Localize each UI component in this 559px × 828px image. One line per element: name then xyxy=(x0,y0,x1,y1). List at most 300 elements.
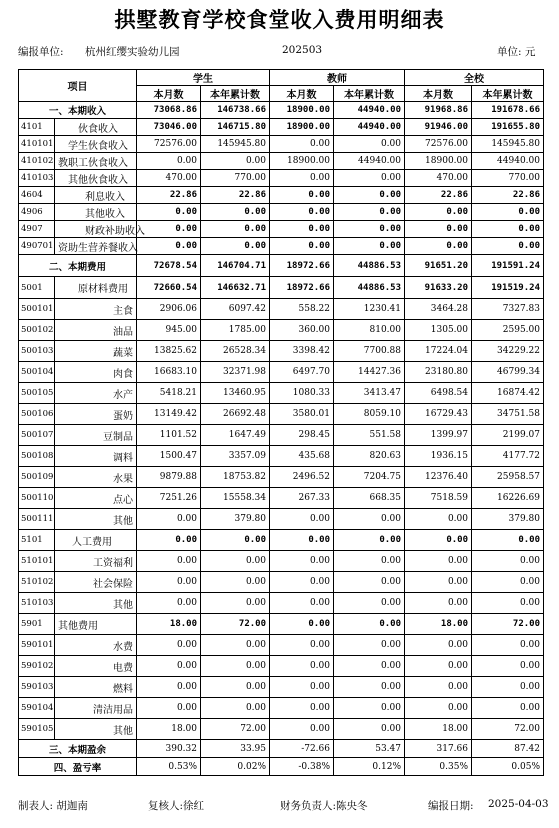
amount-cell: 0.00 xyxy=(270,677,334,698)
table-row xyxy=(19,467,544,488)
account-name: 其他 xyxy=(55,593,137,614)
account-code: 500109 xyxy=(19,467,55,488)
amount-cell: 267.33 xyxy=(270,488,334,509)
amount-cell: 22.86 xyxy=(472,187,544,204)
amount-cell: 73046.00 xyxy=(137,119,201,136)
table-row xyxy=(19,698,544,719)
amount-cell: 0.00 xyxy=(472,551,544,572)
month-header: 本月数 xyxy=(405,86,472,102)
section-label: 三、本期盈余 xyxy=(19,740,137,758)
amount-cell: 0.00 xyxy=(270,593,334,614)
table-row xyxy=(19,572,544,593)
amount-cell: 0.00 xyxy=(472,204,544,221)
account-code: 500102 xyxy=(19,320,55,341)
amount-cell: 945.00 xyxy=(137,320,201,341)
account-name: 其他伙食收入 xyxy=(55,170,137,187)
amount-cell: 0.00 xyxy=(334,572,405,593)
table-row xyxy=(19,255,544,277)
amount-cell: 145945.80 xyxy=(472,136,544,153)
amount-cell: 0.00 xyxy=(137,677,201,698)
amount-cell: 470.00 xyxy=(137,170,201,187)
amount-cell: 0.00 xyxy=(201,238,270,255)
account-name: 其他费用 xyxy=(55,614,137,635)
amount-cell: 470.00 xyxy=(405,170,472,187)
amount-cell: 0.00 xyxy=(201,677,270,698)
amount-cell: 0.00 xyxy=(137,551,201,572)
account-name: 其他 xyxy=(55,719,137,740)
amount-cell: 0.00 xyxy=(405,551,472,572)
amount-cell: 0.00 xyxy=(270,698,334,719)
amount-cell: 16683.10 xyxy=(137,362,201,383)
reviewer: 复核人:徐红 xyxy=(148,800,205,812)
account-name: 水产 xyxy=(55,383,137,404)
amount-cell: 0.00 xyxy=(201,593,270,614)
ytd-header: 本年累计数 xyxy=(334,86,405,102)
amount-cell: 22.86 xyxy=(405,187,472,204)
amount-cell: 0.00 xyxy=(472,677,544,698)
amount-cell: 0.00 xyxy=(137,204,201,221)
table-row xyxy=(19,656,544,677)
amount-cell: 0.00 xyxy=(405,593,472,614)
section-label: 二、本期费用 xyxy=(19,255,137,277)
account-name: 水费 xyxy=(55,635,137,656)
amount-cell: 18900.00 xyxy=(405,153,472,170)
table-row xyxy=(19,383,544,404)
amount-cell: 3398.42 xyxy=(270,341,334,362)
amount-cell: 0.00 xyxy=(270,187,334,204)
amount-cell: 6498.54 xyxy=(405,383,472,404)
amount-cell: 0.00 xyxy=(334,614,405,635)
table-row xyxy=(19,404,544,425)
account-name: 豆制品 xyxy=(55,425,137,446)
amount-cell: 0.00 xyxy=(270,509,334,530)
amount-cell: 26692.48 xyxy=(201,404,270,425)
amount-cell: 91968.86 xyxy=(405,102,472,119)
amount-cell: 16874.42 xyxy=(472,383,544,404)
account-code: 590102 xyxy=(19,656,55,677)
amount-cell: 0.00 xyxy=(201,204,270,221)
amount-cell: 72.00 xyxy=(201,719,270,740)
amount-cell: 0.00 xyxy=(201,698,270,719)
amount-cell: 0.00 xyxy=(405,572,472,593)
amount-cell: 0.00 xyxy=(472,530,544,551)
account-name: 燃料 xyxy=(55,677,137,698)
table-row xyxy=(19,119,544,136)
amount-cell: 18972.66 xyxy=(270,277,334,299)
amount-cell: 770.00 xyxy=(472,170,544,187)
amount-cell: 1647.49 xyxy=(201,425,270,446)
amount-cell: 360.00 xyxy=(270,320,334,341)
account-code: 500105 xyxy=(19,383,55,404)
table-body xyxy=(19,102,544,776)
amount-cell: 18900.00 xyxy=(270,119,334,136)
amount-cell: 25958.57 xyxy=(472,467,544,488)
amount-cell: 0.00 xyxy=(334,677,405,698)
amount-cell: 146738.66 xyxy=(201,102,270,119)
table-row xyxy=(19,238,544,255)
amount-cell: 810.00 xyxy=(334,320,405,341)
table-row xyxy=(19,221,544,238)
amount-cell: 44940.00 xyxy=(334,119,405,136)
amount-cell: 1305.00 xyxy=(405,320,472,341)
amount-cell: 146704.71 xyxy=(201,255,270,277)
amount-cell: 0.00 xyxy=(270,238,334,255)
account-code: 500103 xyxy=(19,341,55,362)
group-header-teachers: 教师 xyxy=(270,70,405,86)
amount-cell: 317.66 xyxy=(405,740,472,758)
amount-cell: 191591.24 xyxy=(472,255,544,277)
amount-cell: 0.00 xyxy=(334,221,405,238)
amount-cell: 0.00 xyxy=(270,136,334,153)
account-name: 油品 xyxy=(55,320,137,341)
amount-cell: 2595.00 xyxy=(472,320,544,341)
amount-cell: 2906.06 xyxy=(137,299,201,320)
account-code: 510103 xyxy=(19,593,55,614)
amount-cell: 9879.88 xyxy=(137,467,201,488)
amount-cell: 0.00 xyxy=(472,572,544,593)
account-code: 410103 xyxy=(19,170,55,187)
reporting-unit-label: 编报单位: xyxy=(18,46,64,58)
amount-cell: 34229.22 xyxy=(472,341,544,362)
amount-cell: 44940.00 xyxy=(334,153,405,170)
amount-cell: 0.00 xyxy=(405,635,472,656)
amount-cell: 0.00 xyxy=(405,656,472,677)
report-period: 202503 xyxy=(282,44,323,56)
account-name: 伙食收入 xyxy=(55,119,137,136)
amount-cell: 46799.34 xyxy=(472,362,544,383)
account-name: 资助生营养餐收入 xyxy=(55,238,137,255)
amount-cell: 7251.26 xyxy=(137,488,201,509)
amount-cell: 5418.21 xyxy=(137,383,201,404)
amount-cell: 0.00 xyxy=(472,635,544,656)
table-row xyxy=(19,740,544,758)
table-row xyxy=(19,425,544,446)
month-header: 本月数 xyxy=(270,86,334,102)
amount-cell: 668.35 xyxy=(334,488,405,509)
amount-cell: 0.00 xyxy=(472,656,544,677)
amount-cell: 0.00 xyxy=(270,221,334,238)
amount-cell: 72678.54 xyxy=(137,255,201,277)
account-code: 510101 xyxy=(19,551,55,572)
account-code: 500101 xyxy=(19,299,55,320)
amount-cell: 3357.09 xyxy=(201,446,270,467)
preparer: 制表人: 胡迦南 xyxy=(18,800,88,812)
amount-cell: 33.95 xyxy=(201,740,270,758)
amount-cell: 72576.00 xyxy=(405,136,472,153)
amount-cell: 0.00 xyxy=(137,656,201,677)
amount-cell: 6097.42 xyxy=(201,299,270,320)
amount-cell: 18.00 xyxy=(405,719,472,740)
amount-cell: 1101.52 xyxy=(137,425,201,446)
amount-cell: 551.58 xyxy=(334,425,405,446)
account-code: 510102 xyxy=(19,572,55,593)
report-date: 2025-04-03 xyxy=(488,798,549,810)
account-code: 590104 xyxy=(19,698,55,719)
reporting-unit-name: 杭州红缨实验幼儿园 xyxy=(85,46,180,58)
ytd-header: 本年累计数 xyxy=(201,86,270,102)
amount-cell: 1500.47 xyxy=(137,446,201,467)
amount-cell: 13460.95 xyxy=(201,383,270,404)
table-row xyxy=(19,187,544,204)
table-row xyxy=(19,341,544,362)
amount-cell: 0.00 xyxy=(472,593,544,614)
table-row xyxy=(19,446,544,467)
amount-cell: 770.00 xyxy=(201,170,270,187)
income-expense-table xyxy=(18,69,544,776)
amount-cell: 146715.80 xyxy=(201,119,270,136)
amount-cell: 7204.75 xyxy=(334,467,405,488)
group-header-students: 学生 xyxy=(137,70,270,86)
amount-cell: 7700.88 xyxy=(334,341,405,362)
amount-cell: 379.80 xyxy=(201,509,270,530)
account-name: 蛋奶 xyxy=(55,404,137,425)
table-row xyxy=(19,299,544,320)
amount-cell: 0.00 xyxy=(334,170,405,187)
account-name: 清洁用品 xyxy=(55,698,137,719)
amount-cell: 0.00 xyxy=(405,698,472,719)
amount-cell: 17224.04 xyxy=(405,341,472,362)
amount-cell: 13825.62 xyxy=(137,341,201,362)
amount-cell: 1936.15 xyxy=(405,446,472,467)
amount-cell: 91633.20 xyxy=(405,277,472,299)
table-row xyxy=(19,153,544,170)
report-title: 拱墅教育学校食堂收入费用明细表 xyxy=(114,8,445,32)
amount-cell: 0.00 xyxy=(334,204,405,221)
amount-cell: 72576.00 xyxy=(137,136,201,153)
table-row xyxy=(19,488,544,509)
amount-cell: 0.00 xyxy=(137,635,201,656)
account-name: 原材料费用 xyxy=(55,277,137,299)
amount-cell: 0.00 xyxy=(270,656,334,677)
amount-cell: 298.45 xyxy=(270,425,334,446)
amount-cell: 0.00 xyxy=(405,530,472,551)
amount-cell: 18.00 xyxy=(405,614,472,635)
amount-cell: 2496.52 xyxy=(270,467,334,488)
account-name: 电费 xyxy=(55,656,137,677)
amount-cell: 0.00 xyxy=(270,614,334,635)
account-code: 500107 xyxy=(19,425,55,446)
account-name: 利息收入 xyxy=(55,187,137,204)
amount-cell: 1785.00 xyxy=(201,320,270,341)
currency-unit: 单位: 元 xyxy=(497,46,536,58)
amount-cell: 14427.36 xyxy=(334,362,405,383)
amount-cell: 18.00 xyxy=(137,719,201,740)
amount-cell: 18972.66 xyxy=(270,255,334,277)
amount-cell: 34751.58 xyxy=(472,404,544,425)
amount-cell: 0.00 xyxy=(137,698,201,719)
amount-cell: 0.00 xyxy=(405,509,472,530)
amount-cell: 0.00 xyxy=(137,593,201,614)
table-row xyxy=(19,635,544,656)
account-code: 500111 xyxy=(19,509,55,530)
account-name: 水果 xyxy=(55,467,137,488)
report-date-label: 编报日期: xyxy=(428,800,474,812)
amount-cell: 72.00 xyxy=(472,719,544,740)
account-name: 其他收入 xyxy=(55,204,137,221)
amount-cell: 0.00 xyxy=(472,698,544,719)
section-label: 一、本期收入 xyxy=(19,102,137,119)
account-name: 社会保险 xyxy=(55,572,137,593)
amount-cell: 16226.69 xyxy=(472,488,544,509)
amount-cell: 53.47 xyxy=(334,740,405,758)
section-label: 四、盈亏率 xyxy=(19,758,137,776)
account-code: 500106 xyxy=(19,404,55,425)
account-code: 4604 xyxy=(19,187,55,204)
amount-cell: 8059.10 xyxy=(334,404,405,425)
amount-cell: 0.00 xyxy=(201,572,270,593)
amount-cell: 0.12% xyxy=(334,758,405,776)
amount-cell: 16729.43 xyxy=(405,404,472,425)
table-row xyxy=(19,277,544,299)
amount-cell: 0.00 xyxy=(334,509,405,530)
month-header: 本月数 xyxy=(137,86,201,102)
amount-cell: 0.00 xyxy=(201,221,270,238)
amount-cell: 0.02% xyxy=(201,758,270,776)
table-row xyxy=(19,719,544,740)
amount-cell: 91946.00 xyxy=(405,119,472,136)
amount-cell: 18900.00 xyxy=(270,102,334,119)
amount-cell: 0.00 xyxy=(334,136,405,153)
account-code: 590105 xyxy=(19,719,55,740)
table-row xyxy=(19,530,544,551)
amount-cell: 12376.40 xyxy=(405,467,472,488)
account-name: 教职工伙食收入 xyxy=(55,153,137,170)
amount-cell: 0.00 xyxy=(334,719,405,740)
account-code: 5101 xyxy=(19,530,55,551)
table-row xyxy=(19,677,544,698)
account-code: 500110 xyxy=(19,488,55,509)
amount-cell: -72.66 xyxy=(270,740,334,758)
account-name: 人工费用 xyxy=(55,530,137,551)
finance-officer: 财务负责人:陈央冬 xyxy=(280,800,368,812)
table-row xyxy=(19,320,544,341)
amount-cell: 0.35% xyxy=(405,758,472,776)
amount-cell: 0.00 xyxy=(270,635,334,656)
account-code: 410101 xyxy=(19,136,55,153)
amount-cell: 0.00 xyxy=(201,635,270,656)
amount-cell: 72.00 xyxy=(472,614,544,635)
amount-cell: 379.80 xyxy=(472,509,544,530)
amount-cell: 1399.97 xyxy=(405,425,472,446)
amount-cell: 15558.34 xyxy=(201,488,270,509)
account-code: 5901 xyxy=(19,614,55,635)
amount-cell: 0.00 xyxy=(405,204,472,221)
amount-cell: 0.00 xyxy=(405,221,472,238)
table-row xyxy=(19,551,544,572)
amount-cell: 0.00 xyxy=(270,530,334,551)
amount-cell: 0.00 xyxy=(334,698,405,719)
amount-cell: 2199.07 xyxy=(472,425,544,446)
amount-cell: 0.00 xyxy=(201,530,270,551)
amount-cell: 6497.70 xyxy=(270,362,334,383)
table-row xyxy=(19,593,544,614)
amount-cell: 146632.71 xyxy=(201,277,270,299)
amount-cell: 0.00 xyxy=(472,238,544,255)
amount-cell: 0.00 xyxy=(201,551,270,572)
amount-cell: 0.00 xyxy=(472,221,544,238)
amount-cell: 0.00 xyxy=(334,530,405,551)
amount-cell: 0.00 xyxy=(270,572,334,593)
amount-cell: 32371.98 xyxy=(201,362,270,383)
table-row xyxy=(19,758,544,776)
amount-cell: 820.63 xyxy=(334,446,405,467)
amount-cell: 18900.00 xyxy=(270,153,334,170)
amount-cell: 0.00 xyxy=(137,572,201,593)
amount-cell: 0.00 xyxy=(201,153,270,170)
amount-cell: 0.00 xyxy=(405,238,472,255)
amount-cell: 390.32 xyxy=(137,740,201,758)
account-code: 590103 xyxy=(19,677,55,698)
table-row xyxy=(19,509,544,530)
group-header-school: 全校 xyxy=(405,70,544,86)
ytd-header: 本年累计数 xyxy=(472,86,544,102)
amount-cell: 0.00 xyxy=(334,238,405,255)
account-name: 调料 xyxy=(55,446,137,467)
amount-cell: 0.00 xyxy=(270,551,334,572)
account-code: 4907 xyxy=(19,221,55,238)
amount-cell: 145945.80 xyxy=(201,136,270,153)
amount-cell: 3464.28 xyxy=(405,299,472,320)
amount-cell: 1230.41 xyxy=(334,299,405,320)
amount-cell: 18.00 xyxy=(137,614,201,635)
amount-cell: 72.00 xyxy=(201,614,270,635)
account-name: 主食 xyxy=(55,299,137,320)
amount-cell: 7518.59 xyxy=(405,488,472,509)
amount-cell: 0.00 xyxy=(137,153,201,170)
amount-cell: 0.00 xyxy=(137,238,201,255)
table-row xyxy=(19,362,544,383)
account-name: 财政补助收入 xyxy=(55,221,137,238)
table-row xyxy=(19,102,544,119)
table-row xyxy=(19,204,544,221)
amount-cell: 22.86 xyxy=(137,187,201,204)
amount-cell: 0.05% xyxy=(472,758,544,776)
amount-cell: 3413.47 xyxy=(334,383,405,404)
table-row xyxy=(19,614,544,635)
amount-cell: 3580.01 xyxy=(270,404,334,425)
account-code: 410102 xyxy=(19,153,55,170)
amount-cell: 191655.80 xyxy=(472,119,544,136)
account-code: 4906 xyxy=(19,204,55,221)
account-code: 490701 xyxy=(19,238,55,255)
amount-cell: 0.00 xyxy=(137,221,201,238)
account-code: 5001 xyxy=(19,277,55,299)
account-code: 4101 xyxy=(19,119,55,136)
amount-cell: 73068.86 xyxy=(137,102,201,119)
account-name: 点心 xyxy=(55,488,137,509)
amount-cell: 0.00 xyxy=(405,677,472,698)
amount-cell: 22.86 xyxy=(201,187,270,204)
amount-cell: 23180.80 xyxy=(405,362,472,383)
amount-cell: 191519.24 xyxy=(472,277,544,299)
account-name: 工资福利 xyxy=(55,551,137,572)
amount-cell: 0.00 xyxy=(334,656,405,677)
amount-cell: 0.00 xyxy=(270,719,334,740)
amount-cell: 26528.34 xyxy=(201,341,270,362)
amount-cell: 7327.83 xyxy=(472,299,544,320)
amount-cell: 44940.00 xyxy=(334,102,405,119)
amount-cell: 91651.20 xyxy=(405,255,472,277)
amount-cell: 0.00 xyxy=(270,204,334,221)
amount-cell: 4177.72 xyxy=(472,446,544,467)
account-code: 500108 xyxy=(19,446,55,467)
amount-cell: 0.00 xyxy=(334,593,405,614)
table-row xyxy=(19,136,544,153)
amount-cell: 435.68 xyxy=(270,446,334,467)
amount-cell: 1080.33 xyxy=(270,383,334,404)
amount-cell: 44886.53 xyxy=(334,255,405,277)
amount-cell: 191678.66 xyxy=(472,102,544,119)
